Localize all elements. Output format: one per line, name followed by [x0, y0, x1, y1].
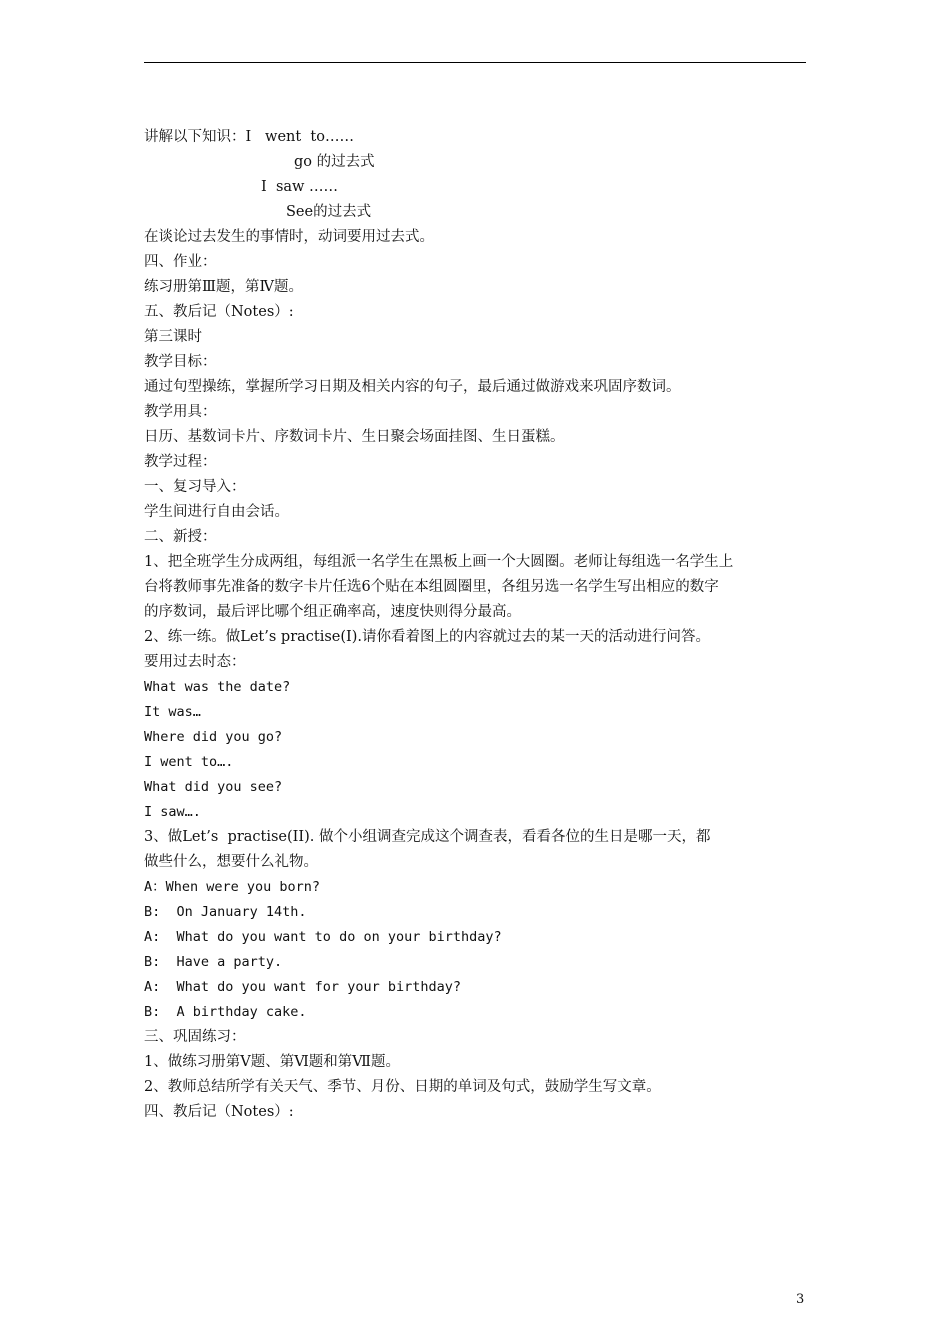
dialogue-line: Where did you go? [144, 729, 283, 745]
text-line: 台将教师事先准备的数字卡片任选6个贴在本组圆圈里，各组另选一名学生写出相应的数字 [144, 579, 719, 595]
lesson-heading: 第三课时 [144, 329, 202, 345]
text-line: 2、教师总结所学有关天气、季节、月份、日期的单词及句式，鼓励学生写文章。 [144, 1079, 661, 1095]
text-line: See的过去式 [286, 204, 372, 220]
header-rule [144, 62, 806, 63]
dialogue-line: B: A birthday cake. [144, 1004, 307, 1020]
text-line: 学生间进行自由会话。 [144, 504, 289, 520]
dialogue-line: B: On January 14th. [144, 904, 307, 920]
text-line: I saw …… [261, 179, 339, 195]
section-heading: 五、教后记（Notes）: [144, 304, 294, 320]
text-line: go 的过去式 [294, 154, 375, 170]
text-line: 通过句型操练，掌握所学习日期及相关内容的句子，最后通过做游戏来巩固序数词。 [144, 379, 681, 395]
section-heading: 三、巩固练习： [144, 1029, 246, 1045]
text-line: 1、做练习册第Ⅴ题、第Ⅵ题和第Ⅶ题。 [144, 1054, 400, 1070]
section-heading: 教学目标： [144, 354, 217, 370]
dialogue-line: A: What do you want to do on your birthday? [144, 929, 502, 945]
text-line: 在谈论过去发生的事情时，动词要用过去式。 [144, 229, 434, 245]
dialogue-line: What did you see? [144, 779, 283, 795]
text-line: 讲解以下知识：I went to…… [144, 129, 354, 145]
text-line: 3、做Let’s practise(II). 做个小组调查完成这个调查表，看看各位的生日是哪一天，都 [144, 829, 711, 845]
section-heading: 教学过程： [144, 454, 217, 470]
dialogue-line: A: What do you want for your birthday? [144, 979, 461, 995]
section-heading: 一、复习导入： [144, 479, 246, 495]
dialogue-line: A：When were you born? [144, 879, 321, 895]
page-number: 3 [796, 1292, 805, 1307]
text-line: 的序数词，最后评比哪个组正确率高，速度快则得分最高。 [144, 604, 521, 620]
dialogue-line: I saw…. [144, 804, 201, 820]
text-line: 1、把全班学生分成两组，每组派一名学生在黑板上画一个大圆圈。老师让每组选一名学生上 [144, 554, 734, 570]
text-line: 日历、基数词卡片、序数词卡片、生日聚会场面挂图、生日蛋糕。 [144, 429, 565, 445]
dialogue-line: I went to…. [144, 754, 234, 770]
text-line: 要用过去时态： [144, 654, 246, 670]
dialogue-line: What was the date? [144, 679, 291, 695]
section-heading: 四、教后记（Notes）: [144, 1104, 294, 1120]
dialogue-line: It was… [144, 704, 201, 720]
section-heading: 教学用具： [144, 404, 217, 420]
text-line: 练习册第Ⅲ题，第Ⅳ题。 [144, 279, 303, 295]
dialogue-line: B: Have a party. [144, 954, 283, 970]
text-line: 做些什么，想要什么礼物。 [144, 854, 318, 870]
text-line: 2、练一练。做Let’s practise(I).请你看着图上的内容就过去的某一天的活动进行问答。 [144, 629, 711, 645]
section-heading: 四、作业： [144, 254, 217, 270]
section-heading: 二、新授： [144, 529, 217, 545]
